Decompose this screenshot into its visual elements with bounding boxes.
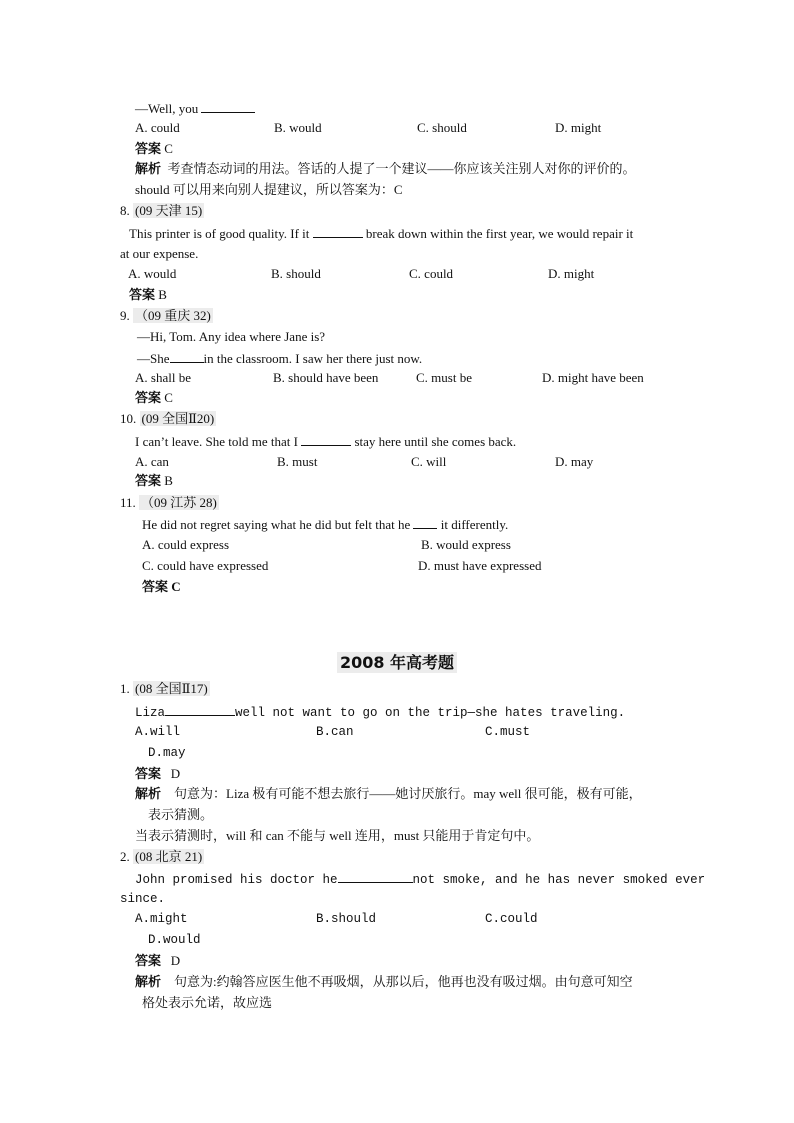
option-b: B. should: [271, 266, 321, 281]
answer-line: [142, 579, 181, 595]
answer-label: 答案: [135, 390, 162, 405]
answer-value: C: [171, 579, 181, 594]
answer-value: D: [170, 766, 181, 781]
option-b: B.should: [316, 912, 377, 926]
question-stem: This printer is of good quality. If it break down within the first year, we would repair it: [129, 226, 634, 241]
question-stem: John promised his doctor he not smoke, and he has never smoked ever: [135, 870, 705, 888]
option-c: C. will: [411, 454, 447, 469]
answer-label: 答案: [135, 473, 162, 488]
question-stem: I can’t leave. She told me that I stay here until she comes back.: [135, 434, 517, 449]
option-a: A. would: [128, 266, 177, 281]
option-d: D. might have been: [542, 370, 644, 385]
option-c: C. could have expressed: [142, 558, 269, 573]
answer-line: [135, 953, 180, 969]
answer-line: [135, 390, 173, 406]
explanation-line: 格处表示允诺，故应选: [142, 995, 273, 1010]
option-c: C.could: [485, 912, 538, 926]
answer-label: 答案: [135, 766, 162, 781]
option-d: D.may: [148, 746, 186, 760]
answer-line: [129, 287, 167, 303]
answer-blank: [301, 433, 351, 446]
answer-blank: [201, 100, 255, 113]
explanation-line: 解析 考查情态动词的用法。答话的人提了一个建议——你应该关注别人对你的评价的。: [135, 161, 636, 176]
answer-label: 答案: [142, 579, 169, 594]
explanation-line: 当表示猜测时，will 和 can 不能与 well 连用，must 只能用于肯定句中。: [135, 828, 540, 843]
answer-label: 答案: [135, 953, 162, 968]
answer-blank: [313, 225, 363, 238]
question-stem: —Hi, Tom. Any idea where Jane is?: [137, 329, 326, 344]
explanation-line: should 可以用来向别人提建议，所以答案为：C: [135, 182, 403, 197]
question-source: (08 北京 21): [135, 849, 203, 864]
answer-line: [135, 766, 180, 782]
option-a: A. could express: [142, 537, 230, 552]
answer-blank: [413, 516, 437, 529]
answer-line: [135, 141, 173, 157]
answer-value: C: [164, 390, 173, 405]
option-c: C.must: [485, 725, 531, 739]
option-a: A. shall be: [135, 370, 191, 385]
option-b: B.can: [316, 725, 354, 739]
option-d: D.would: [148, 933, 201, 947]
explanation-label: 解析: [135, 161, 162, 176]
answer-line: [135, 473, 173, 489]
answer-value: B: [158, 287, 167, 302]
question-number: 1. (08 全国Ⅱ17): [120, 681, 208, 696]
option-b: B. would express: [421, 537, 511, 552]
question-stem: since.: [120, 892, 166, 906]
option-b: B. would: [274, 120, 322, 135]
answer-label: 答案: [129, 287, 156, 302]
question-stem: at our expense.: [120, 246, 199, 261]
answer-blank: [170, 350, 204, 363]
answer-value: C: [164, 141, 173, 156]
option-c: C. should: [417, 120, 467, 135]
question-stem: —She in the classroom. I saw her there just now.: [137, 351, 423, 366]
answer-blank: [165, 703, 235, 716]
question-stem: He did not regret saying what he did but felt that he it differently.: [142, 517, 509, 532]
explanation-line: 解析 句意为：Liza 极有可能不想去旅行——她讨厌旅行。may well 很可能，极有可能，: [135, 786, 642, 801]
option-a: A. could: [135, 120, 180, 135]
explanation-label: 解析: [135, 974, 162, 989]
explanation-line: 解析 句意为:约翰答应医生他不再吸烟，从那以后，他再也没有吸过烟。由句意可知空: [135, 974, 633, 989]
answer-value: D: [170, 953, 181, 968]
question-number: 8. (09 天津 15): [120, 203, 203, 218]
answer-blank: [338, 870, 413, 883]
option-b: B. must: [277, 454, 318, 469]
option-c: C. must be: [416, 370, 472, 385]
answer-label: 答案: [135, 141, 162, 156]
option-a: A. can: [135, 454, 169, 469]
question-number: 9. （09 重庆 32): [120, 308, 211, 323]
answer-value: B: [164, 473, 173, 488]
question-source: （09 江苏 28): [141, 495, 217, 510]
explanation-line: 表示猜测。: [148, 807, 214, 822]
option-c: C. could: [409, 266, 454, 281]
question-number: 11. （09 江苏 28): [120, 495, 217, 510]
question-stem: —Well, you: [135, 100, 255, 117]
option-b: B. should have been: [273, 370, 379, 385]
option-d: D. might: [548, 266, 595, 281]
question-number: 2. (08 北京 21): [120, 849, 203, 864]
question-source: (09 全国Ⅱ20): [141, 411, 215, 426]
section-title: 2008 年高考题: [0, 650, 794, 673]
question-stem: Liza well not want to go on the trip—she hates traveling.: [135, 703, 625, 721]
option-a: A.will: [135, 725, 181, 739]
option-d: D. might: [555, 120, 602, 135]
option-d: D. must have expressed: [418, 558, 542, 573]
question-source: (09 天津 15): [135, 203, 203, 218]
question-number: 10. (09 全国Ⅱ20): [120, 411, 215, 426]
option-d: D. may: [555, 454, 594, 469]
option-a: A.might: [135, 912, 188, 926]
question-source: （09 重庆 32): [135, 308, 211, 323]
question-source: (08 全国Ⅱ17): [135, 681, 208, 696]
explanation-label: 解析: [135, 786, 162, 801]
